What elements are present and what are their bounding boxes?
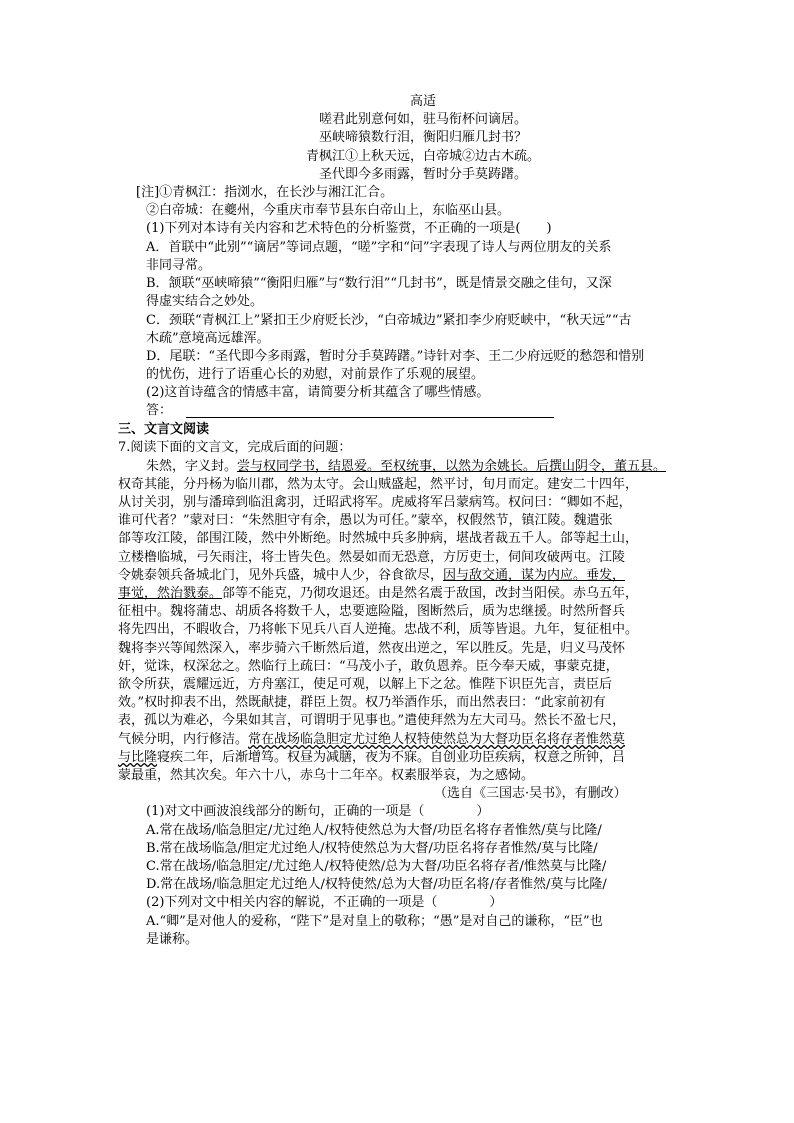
- option-c-cont: 木疏”意境高远雄浑。: [146, 331, 270, 346]
- underlined-text: 尝与权同学书，结恩爱。至权统事，以然为余姚长。后撰山阴令，董五县。: [237, 459, 667, 474]
- underlined-text: 因与敌交通，谋为内应。垂发，: [443, 568, 626, 583]
- wavy-underlined-text: 与比隆: [118, 750, 158, 765]
- passage-line: 欲令所获，震耀远近，方舟塞江，使足可观，以解上下之忿。惟陛下识臣先言，责臣后: [118, 677, 613, 692]
- option-a: A．首联中“此别”“谪居”等词点题，“嗟”字和“问”字表现了诗人与两位朋友的关系: [146, 240, 612, 255]
- underlined-text: 事觉，然治戮泰。: [118, 586, 223, 601]
- answer-line[interactable]: [186, 417, 554, 418]
- question-stem: (2)下列对文中相关内容的解说，不正确的一项是（ ）: [146, 895, 503, 910]
- passage-line: 征柤中。魏将蒲忠、胡质各将数千人，忠要遮险隘，图断然后，质为忠继援。时然所督兵: [118, 604, 626, 619]
- option-a: A.“卿”是对他人的爱称，“陛下”是对皇上的敬称；“愚”是对自己的谦称，“臣”也: [146, 914, 603, 929]
- passage-line: [118, 585, 638, 603]
- passage-line: 奸，觉诛，权深忿之。然临行上疏曰：“马茂小子，敢负恩养。臣今奉天威，事蒙克捷，: [118, 659, 619, 674]
- passage-text: 朱然，字义封。: [146, 459, 238, 474]
- passage-line: 郃等攻江陵，郃围江陵，然中外断绝。时然城中兵多肿病，堪战者裁五千人。郃等起土山，: [118, 531, 639, 546]
- option-b: B.常在战场临急/胆定尤过绝人/权特使然总为大督/功臣名将存者惟然/莫与比隆/: [146, 841, 598, 856]
- option-c: C.常在战场/临急胆定/尤过绝人/权特使然/总为大督/功臣名将存者/惟然莫与比隆/: [146, 859, 607, 874]
- option-d: D．尾联：“圣代即今多雨露，暂时分手莫踌躇。”诗针对李、王二少府远贬的愁怨和惜别: [146, 349, 645, 364]
- answer-label: 答：: [146, 403, 173, 418]
- poem-line: 青枫江①上秋天远，白帝城②边古木疏。: [305, 149, 540, 164]
- passage-text: 令姚泰领兵备城北门，见外兵盛，城中人少，谷食欲尽，: [118, 568, 444, 583]
- passage-line: [118, 567, 625, 585]
- wavy-underlined-text: 常在战场临急胆定尤过绝人权特使然总为大督功臣名将存者惟然莫: [248, 732, 626, 747]
- passage-line: 从讨关羽，别与潘璋到临沮禽羽，迁昭武将军。虎威将军吕蒙病笃。权问曰：“卿如不起，: [118, 495, 632, 510]
- section-title: 三、文言文阅读: [118, 422, 210, 437]
- passage-line: 立楼橹临城，弓矢雨注，将士皆失色。然晏如而无恐意，方厉吏士，伺间攻破两屯。江陵: [118, 550, 626, 565]
- option-b: B．颔联“巫峡啼猿”“衡阳归雁”与“数行泪”“几封书”，既是情景交融之佳句，又深: [146, 276, 612, 291]
- passage-line: 表，孤以为难必，今果如其言，可谓明于见事也。”遣使拜然为左大司马。然长不盈七尺，: [118, 713, 626, 728]
- question-stem: (1)对文中画波浪线部分的断句，正确的一项是（ ）: [146, 804, 490, 819]
- question-stem: (1)下列对本诗有关内容和艺术特色的分析鉴赏，不正确的一项是( ): [146, 221, 552, 236]
- passage-text: 郃等不能克，乃彻攻退还。由是然名震于敌国，改封当阳侯。赤乌五年，: [222, 586, 639, 601]
- passage-line: 蒙最重，然其次矣。年六十八，赤乌十二年卒。权素服举哀，为之感恸。: [118, 768, 535, 783]
- passage-line: [118, 749, 625, 767]
- poem-note: ②白帝城：在夔州，今重庆市奉节县东白帝山上，东临巫山县。: [146, 203, 511, 218]
- option-a: A.常在战场/临急胆定/尤过绝人/权特使然总为大督/功臣名将存者惟然/莫与比隆/: [146, 823, 602, 838]
- poem-line: 嗟君此别意何如，驻马衔杯问谪居。: [318, 112, 527, 127]
- poem-note: [注]①青枫江：指浏水，在长沙与湘江汇合。: [136, 185, 394, 200]
- question-stem: (2)这首诗蕴含的情感丰富，请简要分析其蕴含了哪些情感。: [146, 385, 490, 400]
- option-d-cont: 的忧伤，进行了语重心长的劝慰，对前景作了乐观的展望。: [146, 367, 485, 382]
- passage-line: 将先四出，不暇收合，乃将帐下见兵八百人逆掩。忠战不利，质等皆退。九年，复征柤中。: [118, 622, 639, 637]
- reading-instruction: 7.阅读下面的文言文，完成后面的问题：: [118, 440, 352, 455]
- passage-line: 谁可代者？”蒙对曰：“朱然胆守有余，愚以为可任。”蒙卒，权假然节，镇江陵。魏遣张: [118, 513, 613, 528]
- passage-line: [146, 458, 666, 476]
- poem-author: 高适: [409, 94, 436, 109]
- passage-text: 气候分明，内行修洁。: [118, 732, 249, 747]
- passage-line: [118, 731, 625, 749]
- option-a-cont: 是谦称。: [146, 932, 199, 947]
- option-a-cont: 非同寻常。: [146, 258, 212, 273]
- passage-line: 魏将李兴等闻然深入，率步骑六千断然后道，然夜出逆之，军以胜反。先是，归义马茂怀: [118, 641, 626, 656]
- option-d: D.常在战场/临急胆定尤过绝人/权特使然/总为大督/功臣名将/存者惟然/莫与比隆/: [146, 877, 607, 892]
- option-c: C．颈联“青枫江上”紧扣王少府贬长沙，“白帝城边”紧扣李少府贬峡中，“秋天远”“古: [146, 313, 632, 328]
- poem-line: 巫峡啼猿数行泪，衡阳归雁几封书？: [318, 130, 527, 145]
- passage-line: 权奇其能，分丹杨为临川郡，然为太守。会山贼盛起，然平讨，旬月而定。建安二十四年，: [118, 477, 639, 492]
- option-b-cont: 得虚实结合之妙处。: [146, 294, 264, 309]
- passage-line: 效。”权时抑表不出，然既献捷，群臣上贺。权乃举酒作乐，而出然表曰：“此家前初有: [118, 695, 606, 710]
- poem-line: 圣代即今多雨露，暂时分手莫踌躇。: [318, 167, 527, 182]
- passage-source: （选自《三国志·吴书》，有删改）: [434, 786, 627, 801]
- passage-text: 寝疾二年，后渐增笃。权昼为减膳，夜为不寐。自创业功臣疾病，权意之所钟，吕: [157, 750, 626, 765]
